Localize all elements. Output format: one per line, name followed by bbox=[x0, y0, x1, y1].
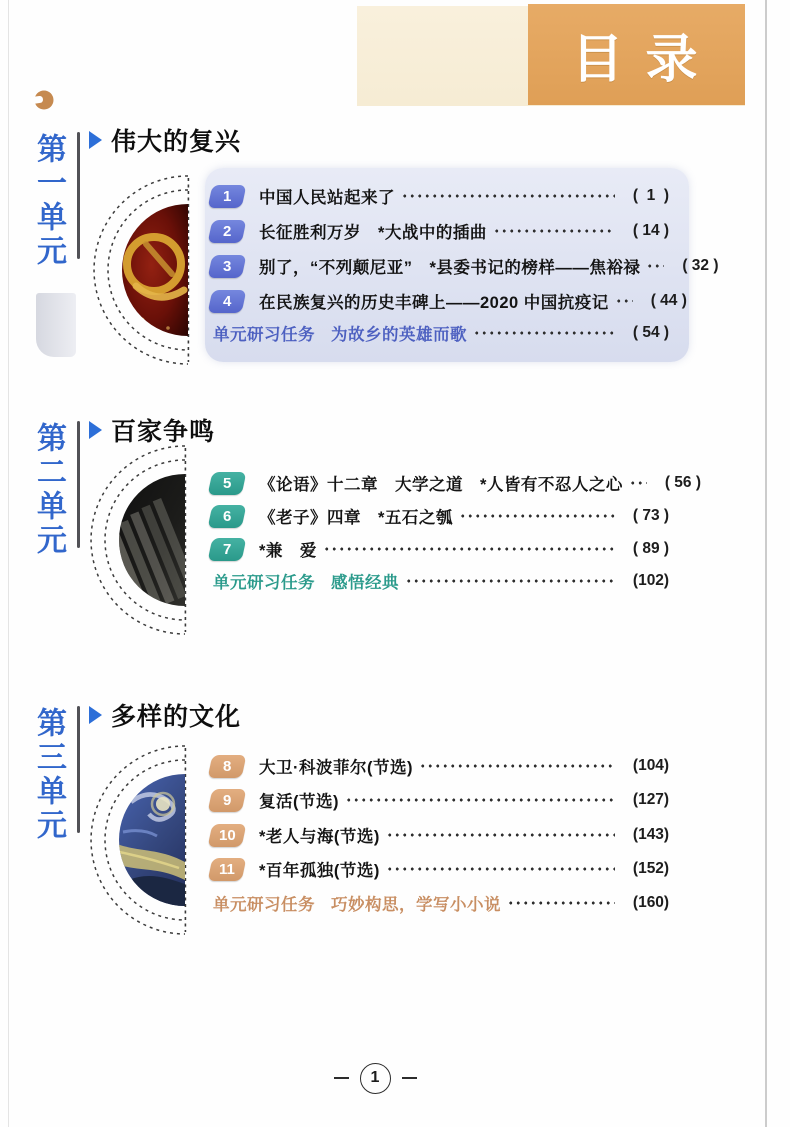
dotted-leader bbox=[646, 256, 664, 276]
lesson-number-badge: 5 bbox=[208, 472, 247, 495]
dotted-leader bbox=[507, 893, 615, 913]
task-label: 单元研习任务 bbox=[213, 574, 315, 592]
task-page-number: ( 54 ) bbox=[632, 324, 670, 341]
lesson-number-badge: 3 bbox=[208, 255, 247, 278]
lesson-title: 别了，“不列颠尼亚” *县委书记的榜样——焦裕禄 bbox=[259, 259, 641, 277]
unit-task-row bbox=[205, 890, 689, 916]
lesson-page-number: ( 44 ) bbox=[650, 292, 687, 309]
lesson-number-badge: 6 bbox=[208, 505, 247, 528]
dotted-leader bbox=[386, 859, 615, 879]
unit-3-photo-starry-night bbox=[47, 740, 187, 940]
lesson-row bbox=[205, 183, 689, 209]
triangle-right-icon bbox=[89, 706, 102, 724]
lesson-number-badge: 10 bbox=[208, 824, 247, 847]
lesson-title: 长征胜利万岁 *大战中的插曲 bbox=[259, 224, 487, 242]
footer-dash-left bbox=[334, 1077, 349, 1080]
lesson-title: *百年孤独(节选) bbox=[259, 862, 380, 880]
lesson-title: 《老子》四章 *五石之瓠 bbox=[259, 509, 453, 527]
lesson-title: 在民族复兴的历史丰碑上——2020 中国抗疫记 bbox=[259, 294, 609, 312]
lesson-page-number: ( 32 ) bbox=[682, 257, 719, 274]
dotted-leader bbox=[459, 506, 615, 526]
task-title: 感悟经典 bbox=[331, 574, 399, 592]
toc-title: 目录 bbox=[571, 31, 720, 89]
toc-title-box bbox=[528, 4, 745, 105]
lesson-page-number: ( 56 ) bbox=[664, 474, 702, 491]
page-footer bbox=[300, 1062, 450, 1094]
unit-section-3 bbox=[0, 698, 790, 938]
lesson-title: 复活(节选) bbox=[259, 793, 339, 811]
dotted-leader bbox=[405, 571, 615, 591]
lesson-page-number: ( 73 ) bbox=[632, 507, 670, 524]
pen-tip-icon bbox=[28, 88, 56, 112]
footer-dash-right bbox=[402, 1077, 417, 1080]
dotted-leader bbox=[473, 323, 615, 343]
lesson-page-number: ( 89 ) bbox=[632, 540, 670, 557]
dotted-leader bbox=[386, 825, 615, 845]
unit-section-1 bbox=[0, 125, 790, 387]
unit-label-vertical: 第三单元 bbox=[31, 707, 66, 843]
lesson-row bbox=[205, 536, 689, 562]
lesson-row bbox=[205, 503, 689, 529]
task-title: 巧妙构思，学写小小说 bbox=[331, 896, 501, 914]
unit-task-row bbox=[205, 320, 689, 346]
lesson-number-badge: 1 bbox=[208, 185, 247, 208]
lesson-title: 《论语》十二章 大学之道 *人皆有不忍人之心 bbox=[259, 476, 623, 494]
lesson-number-badge: 8 bbox=[208, 755, 247, 778]
lesson-row bbox=[205, 470, 702, 496]
unit-heading-text: 多样的文化 bbox=[111, 703, 242, 731]
lesson-number-badge: 2 bbox=[208, 220, 247, 243]
lesson-title: *兼 爱 bbox=[259, 542, 317, 560]
lesson-row bbox=[205, 218, 689, 244]
dotted-leader bbox=[615, 291, 633, 311]
lesson-row bbox=[205, 787, 689, 813]
unit-2-photo-bamboo-slips bbox=[47, 440, 187, 640]
task-page-number: (102) bbox=[632, 572, 670, 589]
unit-section-2 bbox=[0, 413, 790, 643]
unit-label-vertical: 第一单元 bbox=[31, 133, 66, 269]
dotted-leader bbox=[345, 790, 615, 810]
unit-label-vertical: 第二单元 bbox=[31, 422, 66, 558]
lesson-number-badge: 7 bbox=[208, 538, 247, 561]
unit-2-rows bbox=[205, 413, 702, 643]
dotted-leader bbox=[629, 473, 647, 493]
task-title: 为故乡的英雄而歌 bbox=[331, 326, 467, 344]
unit-1-photo-party-emblem bbox=[50, 170, 190, 370]
dotted-leader bbox=[401, 186, 615, 206]
triangle-right-icon bbox=[89, 131, 102, 149]
lesson-number-badge: 9 bbox=[208, 789, 247, 812]
footer-page-circle bbox=[360, 1063, 391, 1094]
lesson-page-number: (127) bbox=[632, 791, 670, 808]
footer-page-number: 1 bbox=[370, 1069, 380, 1086]
unit-heading-text: 百家争鸣 bbox=[111, 418, 216, 446]
lesson-row bbox=[205, 288, 689, 314]
triangle-right-icon bbox=[89, 421, 102, 439]
dotted-leader bbox=[323, 539, 615, 559]
lesson-row bbox=[205, 822, 689, 848]
unit-task-row bbox=[205, 568, 689, 594]
lesson-row bbox=[205, 253, 719, 279]
dotted-leader bbox=[419, 756, 615, 776]
lesson-title: *老人与海(节选) bbox=[259, 828, 380, 846]
lesson-title: 中国人民站起来了 bbox=[259, 189, 395, 207]
task-label: 单元研习任务 bbox=[213, 896, 315, 914]
lesson-number-badge: 11 bbox=[208, 858, 247, 881]
unit-3-rows bbox=[205, 698, 689, 938]
lesson-page-number: (143) bbox=[632, 826, 670, 843]
task-page-number: (160) bbox=[632, 894, 670, 911]
task-label: 单元研习任务 bbox=[213, 326, 315, 344]
lesson-page-number: (104) bbox=[632, 757, 670, 774]
lesson-number-badge: 4 bbox=[208, 290, 247, 313]
lesson-page-number: ( 14 ) bbox=[632, 222, 670, 239]
lesson-title: 大卫·科波菲尔(节选) bbox=[259, 759, 413, 777]
dotted-leader bbox=[493, 221, 615, 241]
unit-heading-text: 伟大的复兴 bbox=[111, 128, 242, 156]
unit-heading bbox=[89, 125, 241, 155]
lesson-page-number: ( 1 ) bbox=[632, 187, 670, 204]
lesson-page-number: (152) bbox=[632, 860, 670, 877]
unit-1-panel bbox=[205, 168, 719, 362]
lesson-row bbox=[205, 753, 689, 779]
lesson-row bbox=[205, 856, 689, 882]
